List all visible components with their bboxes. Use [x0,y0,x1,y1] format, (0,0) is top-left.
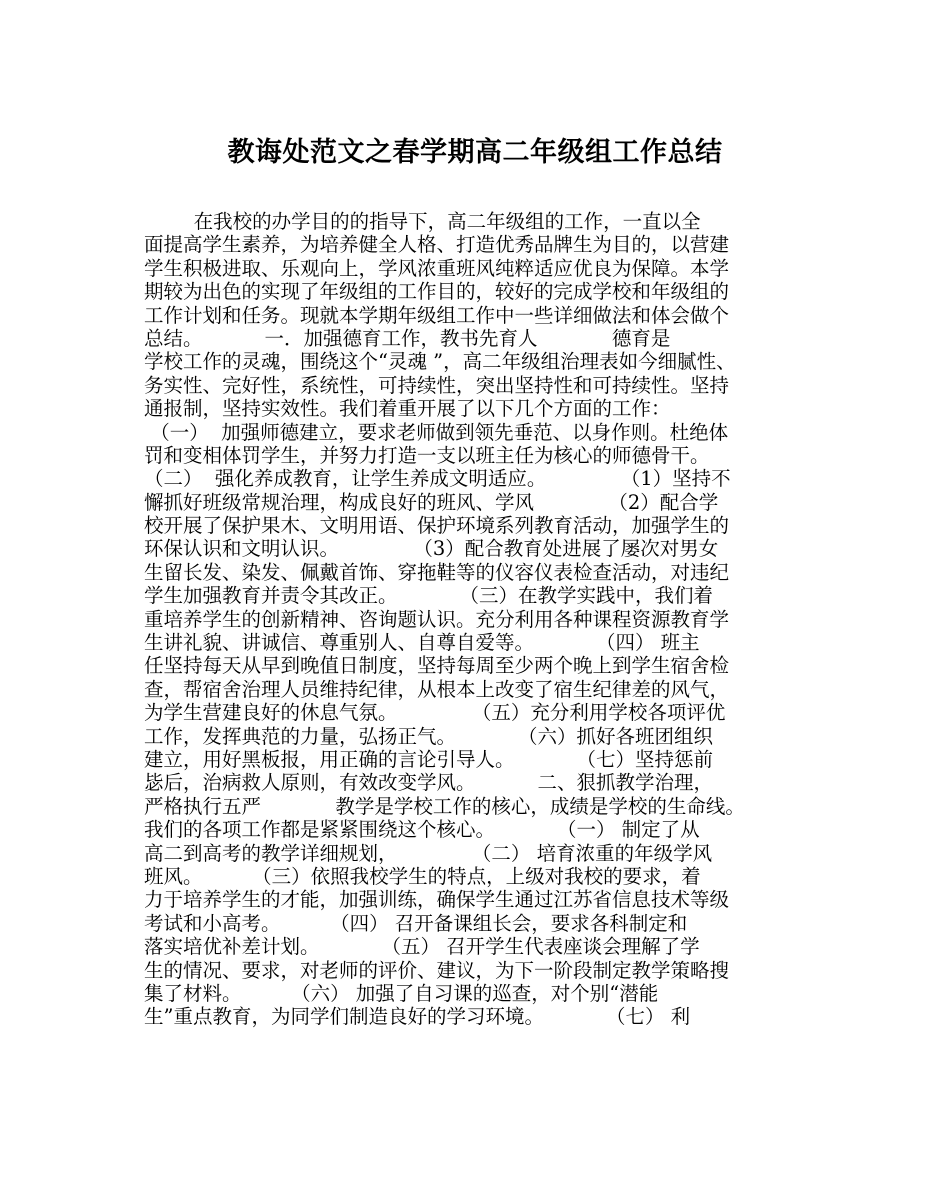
body-line: 学生积极进取、乐观向上，学风浓重班风纯粹适应优良为保障。本学 [144,256,730,280]
body-line: 考试和小高考。 （四） 召开备课组长会，要求各科制定和 [144,911,688,935]
body-line: 重培养学生的创新精神、咨询题认识。充分利用各种课程资源教育学 [144,607,730,631]
body-line: 务实性、完好性，系统性，可持续性，突出坚持性和可持续性。坚持 [144,373,730,397]
body-line: 任坚持每天从早到晚值日制度，坚持每周至少两个晚上到学生宿舍检 [144,654,730,678]
body-line: 高二到高考的教学详细规划， （二） 培育浓重的年级学风 [144,841,713,865]
body-line: 学校工作的灵魂，围绕这个“灵魂 ”，高二年级组治理表如今细腻性、 [144,350,736,374]
body-line: 懈抓好班级常规治理，构成良好的班风、学风 （2）配合学 [144,490,719,514]
body-line: （一） 加强师德建立，要求老师做到领先垂范、以身作则。杜绝体 [144,420,729,444]
body-line: 校开展了保护果木、文明用语、保护环境系列教育活动，加强学生的 [144,514,730,538]
body-line: 班风。 （三）依照我校学生的特点，上级对我校的要求，着 [144,864,701,888]
body-line: 环保认识和文明认识。 （3）配合教育处进展了屡次对男女 [144,537,719,561]
body-line: 严格执行五严 教学是学校工作的核心，成绩是学校的生命线。 [144,794,745,818]
body-line: 学生加强教育并责令其改正。 （三）在教学实践中，我们着 [144,584,713,608]
body-line: 生留长发、染发、佩戴首饰、穿拖鞋等的仪容仪表检查活动，对违纪 [144,560,730,584]
body-line: 期较为出色的实现了年级组的工作目的，较好的完成学校和年级组的 [144,280,730,304]
body-line: 生”重点教育，为同学们制造良好的学习环境。 （七） 利 [144,1005,691,1029]
body-line: 工作，发挥典范的力量，弘扬正气。 （六）抓好各班团组织 [144,724,713,748]
body-line: 我们的各项工作都是紧紧围绕这个核心。 （一） 制定了从 [144,818,700,842]
body-line: 工作计划和任务。现就本学期年级组工作中一些详细做法和体会做个 [144,303,730,327]
body-line: 生的情况、要求，对老师的评价、建议，为下一阶段制定教学策略搜 [144,958,730,982]
body-line: 罚和变相体罚学生，并努力打造一支以班主任为核心的师德骨干。 [144,443,710,467]
body-line: 在我校的办学目的的指导下，高二年级组的工作，一直以全 [144,210,701,233]
body-line: 生讲礼貌、讲诚信、尊重别人、自尊自爱等。 （四） 班主 [144,631,700,655]
body-line: 面提高学生素养，为培养健全人格、打造优秀品牌生为目的，以营建 [144,233,730,257]
document-body [144,210,808,1029]
document-title: 教诲处范文之春学期高二年级组工作总结 [227,137,723,168]
body-line: 集了材料。 （六） 加强了自习课的巡查，对个别“潜能 [144,981,659,1005]
body-line: 通报制，坚持实效性。我们着重开展了以下几个方面的工作： [144,397,671,421]
body-line: （二） 强化养成教育，让学生养成文明适应。 （1）坚持不 [144,467,731,491]
body-line: 建立，用好黑板报，用正确的言论引导人。 （七）坚持惩前 [144,747,713,771]
body-line: 为学生营建良好的休息气氛。 （五）充分利用学校各项评优 [144,701,726,725]
body-line: 毖后，治病救人原则，有效改变学风。 二、狠抓教学治理， [144,771,713,795]
body-line: 力于培养学生的才能，加强训练，确保学生通过江苏省信息技术等级 [144,888,730,912]
body-line: 总结。 一．加强德育工作，教书先育人 德育是 [144,326,671,350]
body-line: 落实培优补差计划。 （五） 召开学生代表座谈会理解了学 [144,935,700,959]
body-line: 查，帮宿舍治理人员维持纪律，从根本上改变了宿生纪律差的风气， [144,677,730,701]
